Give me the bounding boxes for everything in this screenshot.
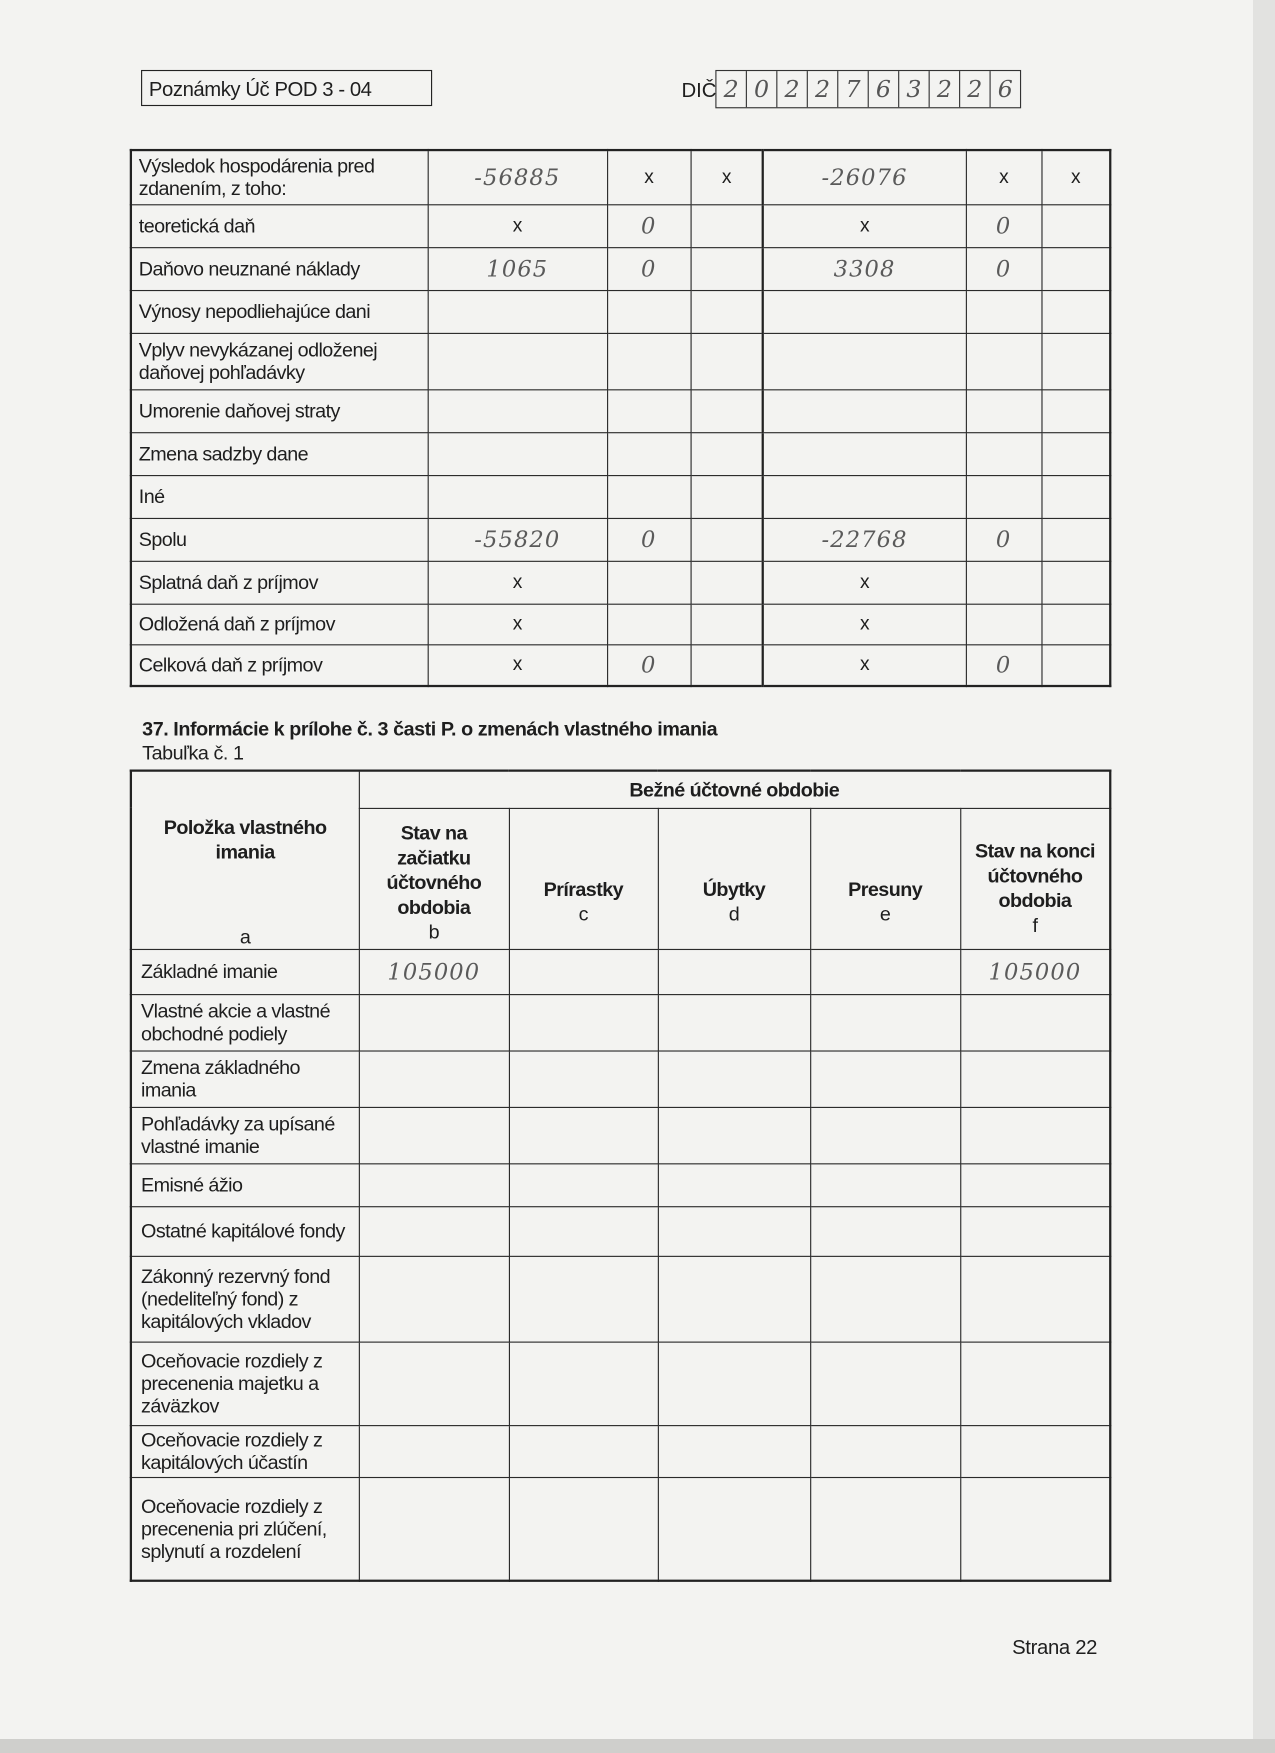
table-cell [1041,290,1110,333]
table-cell [960,1342,1110,1425]
table-cell [810,1107,960,1163]
column-header-label: Presuny [848,877,923,900]
table-cell [966,432,1042,475]
table-cell [810,1050,960,1106]
dic-digit: 2 [808,71,838,107]
row-label: Zákonný rezervný fond (nedeliteľný fond) z kapitálových vkladov [131,1256,359,1342]
table-cell [691,604,763,645]
table-cell [1041,247,1110,290]
column-header [658,808,810,949]
column-letter: e [879,902,891,925]
table-cell: 0 [607,518,690,561]
table-cell [428,389,607,432]
row-label: Odložená daň z príjmov [131,604,428,645]
table-row [131,333,1110,389]
table-row [131,150,1110,204]
row-label: Výsledok hospodárenia pred zdanením, z toho: [131,150,428,204]
table-cell [763,475,966,518]
table-row [131,644,1110,686]
table-cell: 0 [966,247,1042,290]
table-cell [810,1342,960,1425]
table-cell [1041,475,1110,518]
table-cell [658,1050,810,1106]
row-label: Spolu [131,518,428,561]
table-cell [691,290,763,333]
table-row [131,1477,1110,1581]
table-cell [509,1107,658,1163]
row-label: Oceňovacie rozdiely z precenenia majetku a záväzkov [131,1342,359,1425]
table-cell [1041,644,1110,686]
table-cell [960,1256,1110,1342]
table-cell [509,1206,658,1256]
column-header-label: Úbytky [702,877,766,900]
table-cell [607,333,690,389]
column-letter: d [728,902,740,925]
table-cell: x [428,204,607,247]
table-row [131,518,1110,561]
table-cell: 105000 [960,949,1110,994]
table-row [131,204,1110,247]
dic-digit: 7 [838,71,868,107]
dic-digit: 2 [716,71,746,107]
table-cell [966,290,1042,333]
row-label: Zmena sadzby dane [131,432,428,475]
table-cell: x [763,644,966,686]
row-label: Celková daň z príjmov [131,644,428,686]
table-cell [607,475,690,518]
row-label: Vplyv nevykázanej odloženej daňovej pohľadávky [131,333,428,389]
table-cell [691,432,763,475]
table-cell [428,432,607,475]
table-cell: 105000 [359,949,509,994]
dic-boxes [715,70,1021,108]
table-cell [658,1342,810,1425]
dic-digit: 2 [960,71,990,107]
table-row [131,1107,1110,1163]
table-cell [691,561,763,604]
table-cell [509,949,658,994]
table-row [131,1163,1110,1206]
table-row [131,247,1110,290]
table-cell [763,389,966,432]
table-cell: x [1041,150,1110,204]
column-header [509,808,658,949]
table-cell [658,1163,810,1206]
row-label: Oceňovacie rozdiely z kapitálových účastín [131,1425,359,1477]
table-cell: 3308 [763,247,966,290]
column-header [359,808,509,949]
table-cell: 0 [607,204,690,247]
table-cell [658,1107,810,1163]
table-cell: x [763,204,966,247]
table-cell [607,432,690,475]
table-cell: x [691,150,763,204]
table-cell [960,1425,1110,1477]
table-cell [1041,604,1110,645]
dic-digit: 2 [930,71,960,107]
table-cell [691,333,763,389]
table-cell [810,1425,960,1477]
table-cell [960,994,1110,1050]
table-row [131,1256,1110,1342]
table-cell [966,561,1042,604]
table-subtitle: Tabuľka č. 1 [142,741,244,764]
dic-digit: 3 [899,71,929,107]
table-cell: x [966,150,1042,204]
table-row [131,994,1110,1050]
column-header-label: Stav na začiatku účtovného obdobia [386,820,482,918]
table-row [131,1425,1110,1477]
table-cell [428,290,607,333]
table-cell [359,1477,509,1581]
table-cell [607,561,690,604]
column-header-label: Stav na konci účtovného obdobia [974,838,1095,912]
table-cell [960,1163,1110,1206]
table-row [131,389,1110,432]
table-cell [966,475,1042,518]
table-cell [1041,561,1110,604]
column-letter: c [578,902,588,925]
table-cell: x [428,561,607,604]
table-cell [1041,518,1110,561]
table-cell [607,290,690,333]
table-cell: 0 [607,247,690,290]
table-cell [763,290,966,333]
table-row [131,1342,1110,1425]
table-row [131,432,1110,475]
table-cell [509,1477,658,1581]
table-cell [960,1050,1110,1106]
table-cell [359,1425,509,1477]
table-cell: 0 [607,644,690,686]
table-cell [960,1206,1110,1256]
table-cell [359,1206,509,1256]
table-cell [359,1256,509,1342]
table-cell: x [763,604,966,645]
row-label: Vlastné akcie a vlastné obchodné podiely [131,994,359,1050]
table-cell [763,333,966,389]
tax-reconciliation-table [130,149,1112,687]
column-header [960,808,1110,949]
row-label: Emisné ážio [131,1163,359,1206]
table-cell [1041,333,1110,389]
table-cell [359,1163,509,1206]
table-cell [509,1256,658,1342]
table-row [131,949,1110,994]
header-item [131,771,359,949]
table-cell [658,1256,810,1342]
row-label: teoretická daň [131,204,428,247]
row-label: Splatná daň z príjmov [131,561,428,604]
table-cell [691,518,763,561]
table-cell [691,644,763,686]
row-label: Iné [131,475,428,518]
column-header-label: Prírastky [543,877,624,900]
table-cell [960,1477,1110,1581]
row-label: Daňovo neuznané náklady [131,247,428,290]
dic-digit: 2 [777,71,807,107]
table-cell [658,1206,810,1256]
table-cell [810,949,960,994]
table-cell [691,475,763,518]
table-cell [691,389,763,432]
column-header [810,808,960,949]
table-cell [1041,389,1110,432]
table-row [131,290,1110,333]
table-cell [658,1425,810,1477]
table-cell [428,333,607,389]
table-cell: -56885 [428,150,607,204]
row-label: Výnosy nepodliehajúce dani [131,290,428,333]
table-cell: -22768 [763,518,966,561]
table-cell: 0 [966,644,1042,686]
table-cell [359,1050,509,1106]
table-cell [359,994,509,1050]
table-cell [966,604,1042,645]
header-item-label: Položka vlastného imania [163,815,327,864]
table-cell [966,333,1042,389]
table-row [131,1206,1110,1256]
row-label: Oceňovacie rozdiely z precenenia pri zlúčení, splynutí a rozdelení [131,1477,359,1581]
row-label: Umorenie daňovej straty [131,389,428,432]
equity-changes-table [130,770,1112,1582]
table-cell [509,1163,658,1206]
row-label: Základné imanie [131,949,359,994]
table-cell: 0 [966,518,1042,561]
table-cell: 1065 [428,247,607,290]
dic-digit: 0 [747,71,777,107]
table-cell: x [428,644,607,686]
table-cell [763,432,966,475]
table-row [131,561,1110,604]
table-cell: -55820 [428,518,607,561]
table-cell [810,1256,960,1342]
table-cell [658,949,810,994]
dic-digit: 6 [869,71,899,107]
row-label: Zmena základného imania [131,1050,359,1106]
table-cell [509,994,658,1050]
table-cell: x [428,604,607,645]
table-cell [359,1342,509,1425]
table-cell [509,1050,658,1106]
table-cell [359,1107,509,1163]
table-cell [1041,432,1110,475]
table-cell [658,1477,810,1581]
table-cell [607,389,690,432]
table-cell [810,1477,960,1581]
table-cell [810,994,960,1050]
column-letter: a [239,924,251,948]
column-letter: f [1032,913,1038,936]
column-letter: b [428,920,440,943]
section-37-title: 37. Informácie k prílohe č. 3 časti P. o zmenách vlastného imania [142,717,718,741]
table-cell: -26076 [763,150,966,204]
table-cell [658,994,810,1050]
table-cell [509,1425,658,1477]
table-cell [960,1107,1110,1163]
table-cell [428,475,607,518]
table-cell [810,1163,960,1206]
header-current-period: Bežné účtovné obdobie [359,771,1110,808]
table-cell [1041,204,1110,247]
table-row [131,475,1110,518]
table-cell: 0 [966,204,1042,247]
table-cell: x [607,150,690,204]
dic-label: DIČ [681,78,717,102]
table-row [131,604,1110,645]
table-cell [691,204,763,247]
table-cell [810,1206,960,1256]
table-cell [966,389,1042,432]
row-label: Pohľadávky za upísané vlastné imanie [131,1107,359,1163]
table-cell: x [763,561,966,604]
table-cell [509,1342,658,1425]
page-number: Strana 22 [1012,1636,1098,1659]
table-row [131,1050,1110,1106]
table-cell [691,247,763,290]
form-label: Poznámky Úč POD 3 - 04 [141,70,432,106]
table-cell [607,604,690,645]
row-label: Ostatné kapitálové fondy [131,1206,359,1256]
dic-digit: 6 [997,75,1013,103]
